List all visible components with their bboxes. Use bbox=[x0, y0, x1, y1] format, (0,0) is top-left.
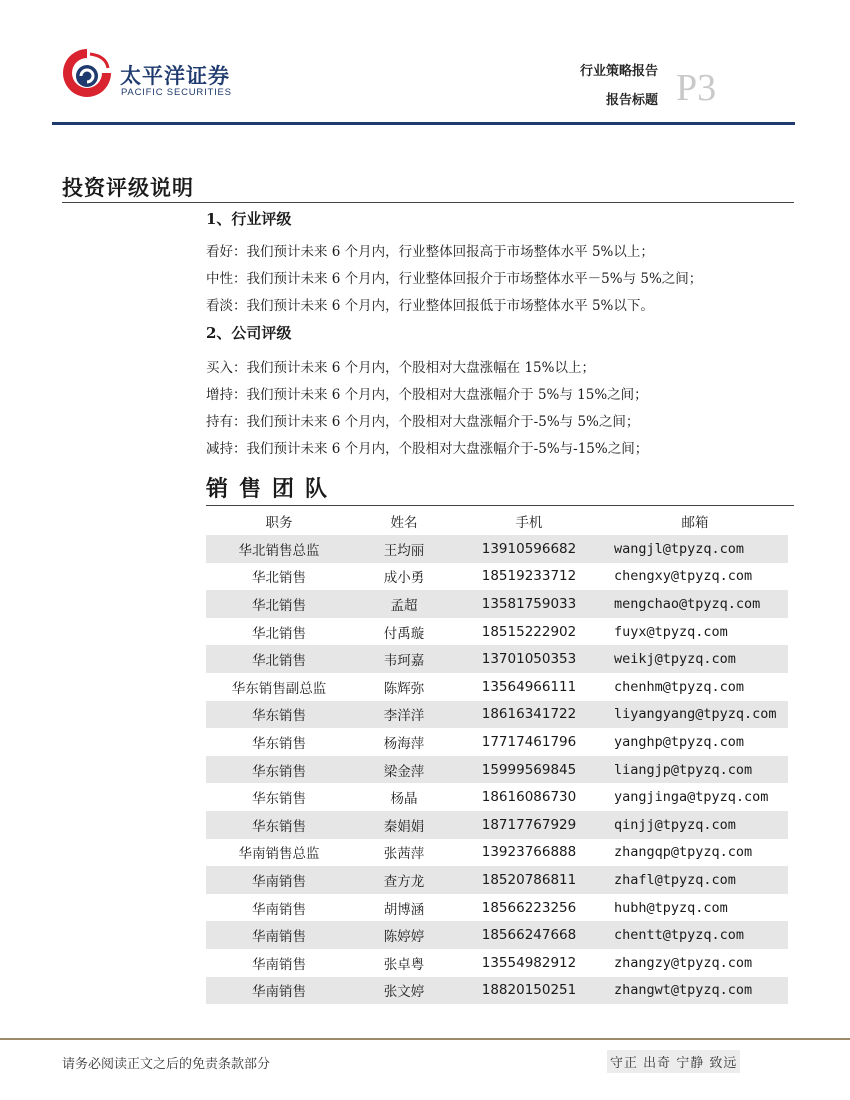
title-cell: 华北销售 bbox=[252, 570, 306, 587]
table-row bbox=[206, 866, 788, 894]
sales-team-divider bbox=[206, 505, 794, 506]
name-cell: 孟超 bbox=[352, 590, 456, 618]
phone-cell: 18717767929 bbox=[456, 811, 602, 839]
email-cell: zhangzy@tpyzq.com bbox=[614, 954, 753, 971]
name-cell: 胡博涵 bbox=[383, 901, 425, 918]
industry-rating-heading: 1、行业评级 bbox=[206, 210, 292, 228]
logo-cn-name: 太平洋证券 bbox=[120, 64, 230, 88]
industry-rating-line: 看好：我们预计未来 6 个月内，行业整体回报高于市场整体水平 5%以上； bbox=[206, 244, 654, 260]
title-cell: 华南销售 bbox=[206, 921, 352, 949]
phone-cell: 17717461796 bbox=[481, 733, 577, 750]
phone-cell: 13581759033 bbox=[456, 590, 602, 618]
title-cell: 华南销售 bbox=[252, 956, 306, 973]
title-cell: 华南销售 bbox=[206, 866, 352, 894]
company-rating-line: 买入：我们预计未来 6 个月内，个股相对大盘涨幅在 15%以上； bbox=[206, 360, 595, 376]
table-row bbox=[206, 645, 788, 673]
sales-team-table bbox=[206, 507, 788, 1004]
title-cell: 华北销售总监 bbox=[206, 535, 352, 563]
phone-cell: 18520786811 bbox=[456, 866, 602, 894]
company-rating-line: 持有：我们预计未来 6 个月内，个股相对大盘涨幅介于-5%与 5%之间； bbox=[206, 414, 640, 430]
footer-divider bbox=[0, 1038, 850, 1040]
table-row bbox=[206, 977, 788, 1005]
email-cell: liangjp@tpyzq.com bbox=[602, 756, 788, 784]
name-cell: 陈辉弥 bbox=[383, 680, 425, 697]
title-cell: 华北销售 bbox=[252, 625, 306, 642]
email-cell: mengchao@tpyzq.com bbox=[602, 590, 788, 618]
phone-cell: 13923766888 bbox=[481, 844, 577, 861]
table-row bbox=[206, 728, 788, 756]
column-header-phone: 手机 bbox=[515, 515, 543, 531]
name-cell: 秦娟娟 bbox=[352, 811, 456, 839]
table-row bbox=[206, 535, 788, 563]
name-cell: 张文婷 bbox=[352, 977, 456, 1005]
table-row bbox=[206, 563, 788, 591]
industry-rating-line: 中性：我们预计未来 6 个月内，行业整体回报介于市场整体水平－5%与 5%之间； bbox=[206, 271, 703, 287]
name-cell: 李洋洋 bbox=[352, 701, 456, 729]
title-cell: 华南销售总监 bbox=[238, 846, 320, 863]
phone-cell: 13701050353 bbox=[456, 645, 602, 673]
name-cell: 查方龙 bbox=[352, 866, 456, 894]
phone-cell: 18566223256 bbox=[481, 899, 577, 916]
phone-cell: 18616341722 bbox=[456, 701, 602, 729]
table-row bbox=[206, 618, 788, 646]
phone-cell: 15999569845 bbox=[456, 756, 602, 784]
title-cell: 华南销售 bbox=[252, 901, 306, 918]
table-row bbox=[206, 949, 788, 977]
column-header-title: 职务 bbox=[265, 515, 293, 531]
sales-team-title: 销售团队 bbox=[206, 476, 339, 502]
name-cell: 杨海萍 bbox=[383, 735, 425, 752]
email-cell: zhangwt@tpyzq.com bbox=[602, 977, 788, 1005]
industry-rating-line: 看淡：我们预计未来 6 个月内，行业整体回报低于市场整体水平 5%以下。 bbox=[206, 298, 654, 314]
pacific-securities-logo bbox=[60, 46, 114, 100]
email-cell: fuyx@tpyzq.com bbox=[614, 623, 728, 640]
title-cell: 华东销售 bbox=[206, 756, 352, 784]
email-cell: chentt@tpyzq.com bbox=[602, 921, 788, 949]
table-header-row bbox=[206, 507, 788, 535]
footer-disclaimer: 请务必阅读正文之后的免责条款部分 bbox=[62, 1057, 271, 1072]
name-cell: 成小勇 bbox=[383, 570, 425, 587]
email-cell: yanghp@tpyzq.com bbox=[614, 733, 745, 750]
phone-cell: 18616086730 bbox=[481, 789, 577, 806]
phone-cell: 18566247668 bbox=[456, 921, 602, 949]
name-cell: 杨晶 bbox=[390, 791, 418, 808]
title-cell: 华东销售 bbox=[252, 735, 306, 752]
email-cell: wangjl@tpyzq.com bbox=[602, 535, 788, 563]
name-cell: 王均丽 bbox=[352, 535, 456, 563]
table-row bbox=[206, 894, 788, 922]
name-cell: 张卓粤 bbox=[383, 956, 425, 973]
email-cell: chengxy@tpyzq.com bbox=[614, 568, 753, 585]
phone-cell: 13554982912 bbox=[481, 954, 577, 971]
email-cell: liyangyang@tpyzq.com bbox=[602, 701, 788, 729]
table-row bbox=[206, 811, 788, 839]
table-row bbox=[206, 921, 788, 949]
table-row bbox=[206, 783, 788, 811]
phone-cell: 13910596682 bbox=[456, 535, 602, 563]
email-cell: zhangqp@tpyzq.com bbox=[614, 844, 753, 861]
table-row bbox=[206, 701, 788, 729]
email-cell: qinjj@tpyzq.com bbox=[602, 811, 788, 839]
table-row bbox=[206, 839, 788, 867]
email-cell: yangjinga@tpyzq.com bbox=[614, 789, 769, 806]
email-cell: weikj@tpyzq.com bbox=[602, 645, 788, 673]
company-rating-heading: 2、公司评级 bbox=[206, 324, 292, 342]
phone-cell: 18519233712 bbox=[481, 568, 577, 585]
title-cell: 华东销售 bbox=[252, 791, 306, 808]
title-cell: 华东销售副总监 bbox=[231, 680, 327, 697]
phone-cell: 18820150251 bbox=[456, 977, 602, 1005]
table-row bbox=[206, 756, 788, 784]
name-cell: 付禹璇 bbox=[383, 625, 425, 642]
phone-cell: 18515222902 bbox=[481, 623, 577, 640]
title-cell: 华东销售 bbox=[206, 701, 352, 729]
name-cell: 陈婷婷 bbox=[352, 921, 456, 949]
company-rating-line: 减持：我们预计未来 6 个月内，个股相对大盘涨幅介于-5%与-15%之间； bbox=[206, 441, 649, 457]
name-cell: 韦珂嘉 bbox=[352, 645, 456, 673]
title-cell: 华南销售 bbox=[206, 977, 352, 1005]
logo-en-name: PACIFIC SECURITIES bbox=[121, 87, 232, 98]
table-row bbox=[206, 590, 788, 618]
email-cell: zhafl@tpyzq.com bbox=[602, 866, 788, 894]
title-cell: 华东销售 bbox=[206, 811, 352, 839]
footer-motto: 守正 出奇 宁静 致远 bbox=[607, 1050, 740, 1073]
report-type: 行业策略报告 bbox=[579, 64, 658, 79]
rating-section-title: 投资评级说明 bbox=[62, 175, 194, 200]
email-cell: hubh@tpyzq.com bbox=[614, 899, 728, 916]
title-cell: 华北销售 bbox=[206, 645, 352, 673]
page-number: P3 bbox=[676, 67, 717, 109]
table-row bbox=[206, 673, 788, 701]
title-cell: 华北销售 bbox=[206, 590, 352, 618]
email-cell: chenhm@tpyzq.com bbox=[614, 678, 745, 695]
name-cell: 张茜萍 bbox=[383, 846, 425, 863]
report-title: 报告标题 bbox=[605, 93, 658, 108]
company-rating-line: 增持：我们预计未来 6 个月内，个股相对大盘涨幅介于 5%与 15%之间； bbox=[206, 387, 648, 403]
section-divider bbox=[62, 202, 794, 203]
column-header-email: 邮箱 bbox=[681, 515, 709, 531]
name-cell: 梁金萍 bbox=[352, 756, 456, 784]
phone-cell: 13564966111 bbox=[481, 678, 577, 695]
header-divider bbox=[52, 122, 795, 125]
column-header-name: 姓名 bbox=[390, 515, 418, 531]
